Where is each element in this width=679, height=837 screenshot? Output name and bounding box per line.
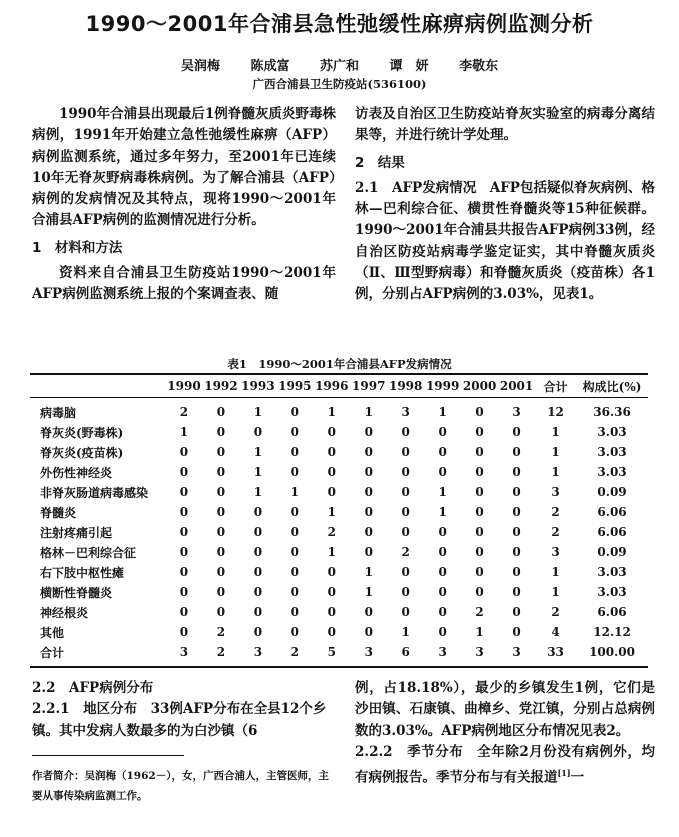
- year-count-cell: 0: [438, 525, 447, 539]
- ratio-cell: 3.03: [597, 425, 627, 439]
- table-row: [30, 642, 648, 667]
- year-count-cell: 0: [327, 585, 336, 599]
- year-count-cell: 3: [498, 642, 535, 667]
- year-count-cell: 0: [401, 525, 410, 539]
- ratio-cell: 6.06: [597, 505, 627, 519]
- row-label: 脊灰炎(疫苗株): [40, 445, 124, 460]
- year-count-cell: 0: [364, 485, 373, 499]
- year-count-cell: 0: [290, 505, 300, 519]
- total-cell: 4: [551, 625, 560, 639]
- row-label: 脊灰炎(野毒株): [40, 425, 124, 440]
- year-count-cell: 0: [475, 585, 484, 599]
- table-row: [30, 562, 648, 582]
- year-count-cell: 0: [364, 545, 373, 559]
- row-label: 非脊灰肠道病毒感染: [40, 485, 149, 500]
- year-count-cell: 0: [216, 525, 226, 539]
- year-count-cell: 0: [327, 565, 336, 579]
- year-count-cell: 0: [512, 545, 521, 559]
- year-count-cell: 5: [313, 642, 350, 667]
- left-column: [32, 104, 336, 306]
- total-cell: 2: [551, 525, 560, 539]
- table-row: [30, 398, 648, 423]
- table-row: [30, 602, 648, 622]
- total-cell: 3: [551, 485, 560, 499]
- footnote-divider: [32, 755, 184, 756]
- year-count-cell: 1: [475, 625, 484, 639]
- header-cell: 1990: [166, 374, 203, 398]
- ratio-cell: 100.00: [576, 642, 648, 667]
- article-title: 1990～2001年合浦县急性弛缓性麻痹病例监测分析: [85, 12, 594, 36]
- year-count-cell: 0: [253, 585, 263, 599]
- year-count-cell: 0: [475, 565, 484, 579]
- lower-right-column: [355, 678, 655, 789]
- header-cell: 1997: [350, 374, 387, 398]
- author: 吴润梅: [180, 59, 220, 74]
- ratio-cell: 3.03: [597, 445, 627, 459]
- year-count-cell: 2: [401, 545, 410, 559]
- year-count-cell: 1: [438, 505, 447, 519]
- header-cell: 1999: [424, 374, 461, 398]
- row-label: 病毒脑: [40, 405, 77, 420]
- section-heading-distribution: 2.2 AFP病例分布: [32, 680, 154, 696]
- year-count-cell: 0: [475, 505, 484, 519]
- total-cell: 2: [551, 505, 560, 519]
- year-count-cell: 0: [401, 605, 410, 619]
- year-count-cell: 0: [512, 605, 521, 619]
- year-count-cell: 0: [438, 465, 447, 479]
- author: 陈成富: [250, 59, 290, 74]
- year-count-cell: 1: [364, 585, 373, 599]
- year-count-cell: 0: [512, 485, 521, 499]
- table-row: [30, 622, 648, 642]
- header-cell: 合计: [535, 374, 576, 398]
- year-count-cell: 0: [290, 465, 300, 479]
- year-count-cell: 0: [179, 625, 189, 639]
- methods-continuation: 访表及自治区卫生防疫站脊灰实验室的病毒分离结果等，并进行统计学处理。: [355, 106, 655, 144]
- regional-distribution-continuation: 例，占18.18%），最少的乡镇发生1例，它们是沙田镇、石康镇、曲樟乡、党江镇，分别占总病例数的3.03%。AFP病例地区分布情况见表2。: [355, 680, 655, 739]
- year-count-cell: 1: [438, 485, 447, 499]
- year-count-cell: 0: [364, 465, 373, 479]
- lower-left-column: [32, 678, 336, 742]
- author: 李敬东: [459, 59, 499, 74]
- year-count-cell: 0: [364, 425, 373, 439]
- total-cell: 3: [551, 545, 560, 559]
- ratio-cell: 6.06: [597, 605, 627, 619]
- year-count-cell: 0: [327, 425, 336, 439]
- year-count-cell: 3: [512, 405, 521, 419]
- year-count-cell: 0: [401, 565, 410, 579]
- year-count-cell: 0: [327, 485, 336, 499]
- ratio-cell: 36.36: [593, 405, 631, 419]
- total-cell: 1: [551, 585, 560, 599]
- year-count-cell: 0: [216, 405, 226, 419]
- year-count-cell: 0: [179, 445, 189, 459]
- year-count-cell: 1: [253, 465, 263, 479]
- year-count-cell: 0: [327, 625, 336, 639]
- year-count-cell: 1: [364, 565, 373, 579]
- year-count-cell: 0: [179, 505, 189, 519]
- year-count-cell: 0: [438, 445, 447, 459]
- afp-incidence-table: [30, 373, 648, 668]
- year-count-cell: 0: [438, 425, 447, 439]
- row-label: 右下肢中枢性瘫: [40, 565, 125, 580]
- regional-distribution-paragraph: 2.2.1 地区分布 33例AFP分布在全县12个乡镇。其中发病人数最多的为白沙镇（6: [32, 701, 327, 739]
- year-count-cell: 0: [475, 545, 484, 559]
- row-label: 外伤性神经炎: [40, 465, 113, 480]
- year-count-cell: 0: [216, 545, 226, 559]
- row-label: 脊髓炎: [40, 505, 77, 520]
- year-count-cell: 0: [290, 565, 300, 579]
- year-count-cell: 0: [290, 585, 300, 599]
- year-count-cell: 0: [364, 625, 373, 639]
- affiliation: 广西合浦县卫生防疫站(536100): [252, 77, 427, 91]
- ratio-cell: 3.03: [597, 585, 627, 599]
- ratio-cell: 6.06: [597, 525, 627, 539]
- row-label: 合计: [30, 642, 166, 667]
- year-count-cell: 0: [253, 525, 263, 539]
- year-count-cell: 0: [327, 605, 336, 619]
- row-label: 注射疼痛引起: [40, 525, 113, 540]
- section-heading-methods: 1 材料和方法: [32, 239, 123, 256]
- year-count-cell: 1: [438, 405, 447, 419]
- table-caption: 表1 1990～2001年合浦县AFP发病情况: [227, 357, 452, 371]
- year-count-cell: 0: [216, 465, 226, 479]
- year-count-cell: 0: [290, 625, 300, 639]
- year-count-cell: 0: [512, 625, 521, 639]
- year-count-cell: 0: [364, 445, 373, 459]
- year-count-cell: 2: [327, 525, 336, 539]
- year-count-cell: 1: [253, 405, 263, 419]
- year-count-cell: 0: [179, 465, 189, 479]
- year-count-cell: 0: [290, 605, 300, 619]
- year-count-cell: 1: [253, 485, 263, 499]
- total-cell: 12: [547, 405, 564, 419]
- year-count-cell: 1: [401, 625, 410, 639]
- intro-paragraph: 1990年合浦县出现最后1例脊髓灰质炎野毒株病例，1991年开始建立急性弛缓性麻痹（AFP）病例监测系统，通过多年努力，至2001年已连续10年无脊灰野病毒株病例。为了解合浦县（AFP）病例的发病情况及其特点，现将1990～2001年合浦县AFP病例的监测情况进行分析。: [32, 106, 336, 229]
- year-count-cell: 0: [364, 605, 373, 619]
- year-count-cell: 0: [512, 565, 521, 579]
- year-count-cell: 0: [475, 525, 484, 539]
- table-row: [30, 422, 648, 442]
- year-count-cell: 0: [401, 465, 410, 479]
- year-count-cell: 3: [461, 642, 498, 667]
- table-row: [30, 442, 648, 462]
- header-cell: 构成比(%): [576, 374, 648, 398]
- ratio-cell: 0.09: [597, 545, 627, 559]
- year-count-cell: 0: [512, 505, 521, 519]
- total-cell: 2: [551, 605, 560, 619]
- year-count-cell: 0: [475, 425, 484, 439]
- seasonal-text: 2.2.2 季节分布 全年除2月份没有病例外，均有病例报告。季节分布与有关报道: [355, 743, 655, 786]
- year-count-cell: 0: [216, 605, 226, 619]
- year-count-cell: 0: [438, 565, 447, 579]
- header-cell: 1998: [387, 374, 424, 398]
- year-count-cell: 0: [290, 405, 300, 419]
- total-cell: 33: [535, 642, 576, 667]
- year-count-cell: 1: [290, 485, 300, 499]
- year-count-cell: 0: [179, 525, 189, 539]
- results-2-1-paragraph: 2.1 AFP发病情况 AFP包括疑似脊灰病例、格林—巴利综合征、横贯性脊髓炎等15种征候群。1990～2001年合浦县共报告AFP病例33例，经自治区防疫站病毒学鉴定证实，其中脊髓灰质炎（Ⅱ、Ⅲ型野病毒）和脊髓灰质炎（疫苗株）各1例，分别占AFP病例的3.03%，见表1。: [355, 179, 655, 303]
- year-count-cell: 0: [290, 545, 300, 559]
- year-count-cell: 0: [438, 625, 447, 639]
- year-count-cell: 3: [166, 642, 203, 667]
- row-label: 其他: [40, 625, 65, 640]
- year-count-cell: 0: [475, 405, 484, 419]
- seasonal-distribution-paragraph: [355, 742, 655, 789]
- year-count-cell: 1: [364, 405, 373, 419]
- row-label: 神经根炎: [40, 605, 89, 620]
- table-row: [30, 522, 648, 542]
- table-header-row: [30, 374, 648, 398]
- header-cell: 1996: [313, 374, 350, 398]
- year-count-cell: 0: [179, 485, 189, 499]
- year-count-cell: 0: [179, 585, 189, 599]
- ratio-cell: 0.09: [597, 485, 627, 499]
- year-count-cell: 0: [216, 585, 226, 599]
- year-count-cell: 0: [475, 445, 484, 459]
- total-cell: 1: [551, 465, 560, 479]
- year-count-cell: 0: [364, 505, 373, 519]
- table-body: [30, 398, 648, 668]
- author-footnote: 作者简介：吴润梅（1962－），女，广西合浦人，主管医师，主要从事传染病监测工作。: [32, 770, 329, 802]
- year-count-cell: 0: [438, 545, 447, 559]
- year-count-cell: 1: [327, 505, 336, 519]
- year-count-cell: 0: [327, 445, 336, 459]
- total-cell: 1: [551, 445, 560, 459]
- year-count-cell: 0: [401, 585, 410, 599]
- year-count-cell: 2: [276, 642, 313, 667]
- ratio-cell: 12.12: [593, 625, 631, 639]
- year-count-cell: 0: [179, 545, 189, 559]
- year-count-cell: 0: [364, 525, 373, 539]
- table-row: [30, 502, 648, 522]
- year-count-cell: 0: [253, 565, 263, 579]
- year-count-cell: 0: [179, 565, 189, 579]
- table-row: [30, 482, 648, 502]
- author: 谭 妍: [389, 59, 429, 74]
- row-label: 横断性脊髓炎: [40, 585, 113, 600]
- year-count-cell: 1: [253, 445, 263, 459]
- year-count-cell: 2: [475, 605, 484, 619]
- year-count-cell: 0: [475, 485, 484, 499]
- year-count-cell: 0: [290, 445, 300, 459]
- year-count-cell: 0: [327, 465, 336, 479]
- seasonal-text-tail: 一: [570, 769, 585, 786]
- year-count-cell: 0: [438, 605, 447, 619]
- year-count-cell: 2: [179, 405, 189, 419]
- header-cell: 1993: [239, 374, 276, 398]
- year-count-cell: 3: [424, 642, 461, 667]
- year-count-cell: 2: [202, 642, 239, 667]
- methods-paragraph: 资料来自合浦县卫生防疫站1990～2001年AFP病例监测系统上报的个案调查表、随: [32, 265, 336, 303]
- header-cell: 2001: [498, 374, 535, 398]
- year-count-cell: 0: [253, 605, 263, 619]
- row-label: 格林－巴利综合征: [40, 545, 137, 560]
- year-count-cell: 0: [512, 425, 521, 439]
- year-count-cell: 0: [216, 485, 226, 499]
- year-count-cell: 0: [216, 425, 226, 439]
- year-count-cell: 0: [290, 525, 300, 539]
- year-count-cell: 0: [253, 425, 263, 439]
- year-count-cell: 0: [216, 505, 226, 519]
- header-cell: 1992: [202, 374, 239, 398]
- year-count-cell: 0: [290, 425, 300, 439]
- author-list: [0, 55, 679, 74]
- table-row: [30, 462, 648, 482]
- year-count-cell: 1: [327, 405, 336, 419]
- header-cell: 1995: [276, 374, 313, 398]
- year-count-cell: 0: [512, 465, 521, 479]
- year-count-cell: 3: [401, 405, 410, 419]
- year-count-cell: 0: [401, 425, 410, 439]
- year-count-cell: 1: [327, 545, 336, 559]
- header-cell: [30, 374, 166, 398]
- year-count-cell: 0: [475, 465, 484, 479]
- year-count-cell: 0: [401, 505, 410, 519]
- table-row: [30, 582, 648, 602]
- year-count-cell: 1: [179, 425, 189, 439]
- year-count-cell: 0: [401, 445, 410, 459]
- total-cell: 1: [551, 425, 560, 439]
- header-cell: 2000: [461, 374, 498, 398]
- citation-link[interactable]: [1]: [557, 768, 571, 779]
- year-count-cell: 0: [512, 585, 521, 599]
- year-count-cell: 2: [216, 625, 226, 639]
- year-count-cell: 3: [350, 642, 387, 667]
- total-cell: 1: [551, 565, 560, 579]
- year-count-cell: 0: [438, 585, 447, 599]
- right-column: [355, 104, 655, 306]
- year-count-cell: 0: [512, 525, 521, 539]
- author: 苏广和: [319, 59, 359, 74]
- year-count-cell: 0: [401, 485, 410, 499]
- year-count-cell: 0: [512, 445, 521, 459]
- section-heading-results: 2 结果: [355, 154, 405, 171]
- year-count-cell: 6: [387, 642, 424, 667]
- year-count-cell: 0: [216, 445, 226, 459]
- year-count-cell: 0: [253, 545, 263, 559]
- year-count-cell: 0: [216, 565, 226, 579]
- ratio-cell: 3.03: [597, 465, 627, 479]
- table-row: [30, 542, 648, 562]
- year-count-cell: 0: [179, 605, 189, 619]
- year-count-cell: 0: [253, 505, 263, 519]
- year-count-cell: 0: [253, 625, 263, 639]
- ratio-cell: 3.03: [597, 565, 627, 579]
- year-count-cell: 3: [239, 642, 276, 667]
